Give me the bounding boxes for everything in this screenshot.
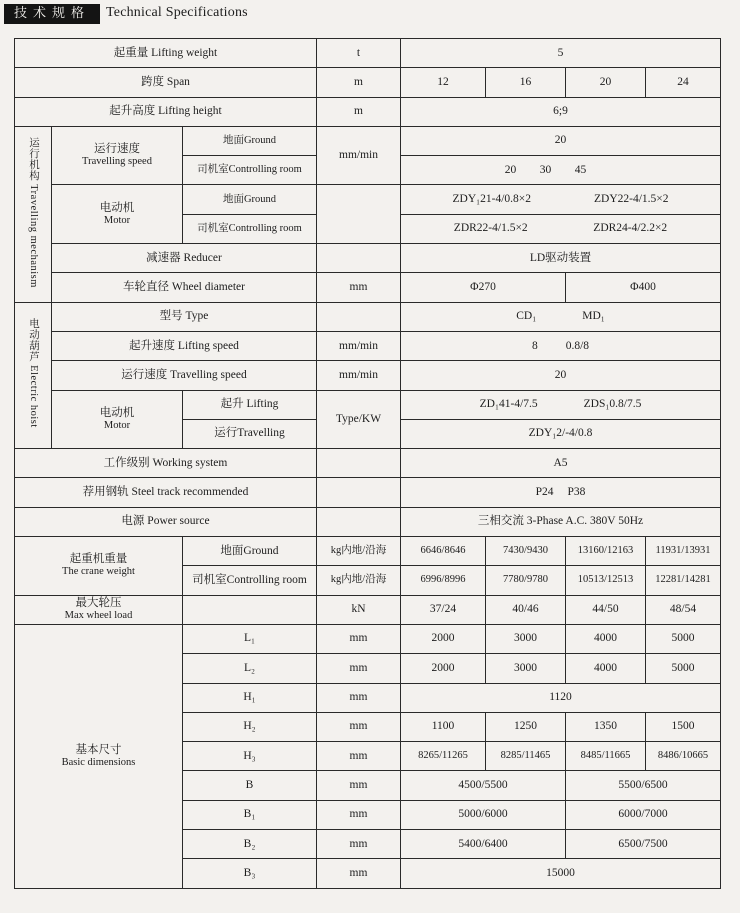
dim-l2-2: 3000 (486, 654, 566, 683)
dim-h2-3: 1350 (566, 712, 646, 741)
label-steel-track: 荐用钢轨 Steel track recommended (15, 478, 317, 507)
dim-h2-1: 1100 (401, 712, 486, 741)
max-wheel-load-4: 48/54 (646, 595, 721, 624)
dim-name-h1: H₁ (183, 683, 317, 712)
label-lifting-weight: 起重量 Lifting weight (15, 39, 317, 68)
label-controlling-room: 司机室Controlling room (183, 566, 317, 595)
label-span: 跨度 Span (15, 68, 317, 97)
value-hoist-lifting-speed: 8 0.8/8 (401, 331, 721, 360)
value-travel-speed-ground: 20 (401, 126, 721, 155)
unit-hoist-type (317, 302, 401, 331)
label-hoist-lifting: 起升 Lifting (183, 390, 317, 419)
dim-h3-1: 8265/11265 (401, 742, 486, 771)
label-travel-motor: 电动机 Motor (52, 185, 183, 244)
unit-dim: mm (317, 654, 401, 683)
row-reducer (15, 244, 721, 273)
unit-hoist-travelling-speed: mm/min (317, 361, 401, 390)
unit-dim: mm (317, 712, 401, 741)
row-hoist-travelling-speed (15, 361, 721, 390)
unit-lifting-height: m (317, 97, 401, 126)
dim-l1-3: 4000 (566, 624, 646, 653)
section-tag: 技术规格 (4, 4, 100, 24)
label-max-wheel-load: 最大轮压 Max wheel load (15, 595, 183, 624)
value-working-system: A5 (401, 449, 721, 478)
crane-weight-room-4: 12281/14281 (646, 566, 721, 595)
dim-h1: 1120 (401, 683, 721, 712)
unit-span: m (317, 68, 401, 97)
dim-h3-3: 8485/11665 (566, 742, 646, 771)
value-hoist-type: CD₁ MD₁ (401, 302, 721, 331)
crane-weight-ground-4: 11931/13931 (646, 537, 721, 566)
dim-name-h3: H₃ (183, 742, 317, 771)
section-title: Technical Specifications (106, 5, 248, 20)
dim-h3-2: 8285/11465 (486, 742, 566, 771)
row-lifting-weight (15, 39, 721, 68)
dim-b1-2: 6000/7000 (566, 800, 721, 829)
label-travel-speed: 运行速度 Travelling speed (52, 126, 183, 185)
dim-name-b3: B₃ (183, 859, 317, 889)
crane-weight-ground-1: 6646/8646 (401, 537, 486, 566)
dim-name-h2: H₂ (183, 712, 317, 741)
value-lifting-height: 6;9 (401, 97, 721, 126)
span-20: 20 (566, 68, 646, 97)
crane-weight-room-1: 6996/8996 (401, 566, 486, 595)
unit-crane-weight: kg内地/沿海 (317, 537, 401, 566)
dim-h2-4: 1500 (646, 712, 721, 741)
unit-dim: mm (317, 830, 401, 859)
value-travel-motor-room: ZDR22-4/1.5×2 ZDR24-4/2.2×2 (401, 214, 721, 243)
label-hoist-type: 型号 Type (52, 302, 317, 331)
max-wheel-load-3: 44/50 (566, 595, 646, 624)
value-travel-speed-room: 20 30 45 (401, 156, 721, 185)
wheel-diameter-1: Φ270 (401, 273, 566, 302)
dim-b2-1: 5400/6400 (401, 830, 566, 859)
row-max-wheel-load (15, 595, 721, 624)
unit-reducer (317, 244, 401, 273)
unit-max-wheel-load: kN (317, 595, 401, 624)
dim-name-l2: L₂ (183, 654, 317, 683)
unit-travel-speed: mm/min (317, 126, 401, 185)
value-power-source: 三相交流 3-Phase A.C. 380V 50Hz (401, 507, 721, 536)
label-wheel-diameter: 车轮直径 Wheel diameter (52, 273, 317, 302)
unit-power-source (317, 507, 401, 536)
empty-cell (183, 595, 317, 624)
crane-weight-room-2: 7780/9780 (486, 566, 566, 595)
row-travel-motor-ground (15, 185, 721, 214)
unit-crane-weight: kg内地/沿海 (317, 566, 401, 595)
label-crane-weight: 起重机重量 The crane weight (15, 537, 183, 596)
row-hoist-motor-lifting (15, 390, 721, 419)
label-hoist-travelling: 运行Travelling (183, 419, 317, 448)
crane-weight-ground-2: 7430/9430 (486, 537, 566, 566)
dim-h2-2: 1250 (486, 712, 566, 741)
dim-name-b: B (183, 771, 317, 800)
row-working-system (15, 449, 721, 478)
dim-b-1: 4500/5500 (401, 771, 566, 800)
crane-weight-ground-3: 13160/12163 (566, 537, 646, 566)
row-steel-track (15, 478, 721, 507)
row-power-source (15, 507, 721, 536)
max-wheel-load-1: 37/24 (401, 595, 486, 624)
label-hoist-lifting-speed: 起升速度 Lifting speed (52, 331, 317, 360)
value-hoist-motor-travelling: ZDY₁2/-4/0.8 (401, 419, 721, 448)
unit-steel-track (317, 478, 401, 507)
group-electric-hoist: 电动葫芦 Electric hoist (15, 302, 52, 448)
unit-lifting-weight: t (317, 39, 401, 68)
label-reducer: 减速器 Reducer (52, 244, 317, 273)
dim-b3: 15000 (401, 859, 721, 889)
unit-dim: mm (317, 683, 401, 712)
unit-hoist-lifting-speed: mm/min (317, 331, 401, 360)
label-lifting-height: 起升高度 Lifting height (15, 97, 317, 126)
span-16: 16 (486, 68, 566, 97)
value-steel-track: P24 P38 (401, 478, 721, 507)
label-ground: 地面Ground (183, 185, 317, 214)
label-ground: 地面Ground (183, 537, 317, 566)
row-span (15, 68, 721, 97)
dim-l2-1: 2000 (401, 654, 486, 683)
dim-name-l1: L₁ (183, 624, 317, 653)
row-crane-weight-ground (15, 537, 721, 566)
label-basic-dimensions: 基本尺寸 Basic dimensions (15, 624, 183, 888)
unit-hoist-motor: Type/KW (317, 390, 401, 449)
row-lifting-height (15, 97, 721, 126)
unit-dim: mm (317, 771, 401, 800)
dim-l2-4: 5000 (646, 654, 721, 683)
value-hoist-travelling-speed: 20 (401, 361, 721, 390)
value-hoist-motor-lifting: ZD₁41-4/7.5 ZDS₁0.8/7.5 (401, 390, 721, 419)
label-controlling-room: 司机室Controlling room (183, 214, 317, 243)
dim-b1-1: 5000/6000 (401, 800, 566, 829)
row-hoist-lifting-speed (15, 331, 721, 360)
unit-working-system (317, 449, 401, 478)
dim-l1-4: 5000 (646, 624, 721, 653)
unit-dim: mm (317, 859, 401, 889)
crane-weight-room-3: 10513/12513 (566, 566, 646, 595)
dim-l1-2: 3000 (486, 624, 566, 653)
spec-table (14, 38, 721, 889)
dim-b-2: 5500/6500 (566, 771, 721, 800)
label-power-source: 电源 Power source (15, 507, 317, 536)
label-controlling-room: 司机室Controlling room (183, 156, 317, 185)
dim-b2-2: 6500/7500 (566, 830, 721, 859)
row-dim-l1 (15, 624, 721, 653)
span-12: 12 (401, 68, 486, 97)
value-lifting-weight: 5 (401, 39, 721, 68)
row-hoist-type (15, 302, 721, 331)
row-wheel-diameter (15, 273, 721, 302)
label-working-system: 工作级别 Working system (15, 449, 317, 478)
unit-dim: mm (317, 800, 401, 829)
label-ground: 地面Ground (183, 126, 317, 155)
dim-l1-1: 2000 (401, 624, 486, 653)
wheel-diameter-2: Φ400 (566, 273, 721, 302)
unit-travel-motor (317, 185, 401, 244)
span-24: 24 (646, 68, 721, 97)
dim-name-b2: B₂ (183, 830, 317, 859)
value-reducer: LD驱动装置 (401, 244, 721, 273)
unit-dim: mm (317, 624, 401, 653)
unit-wheel-diameter: mm (317, 273, 401, 302)
group-travelling-mechanism: 运行机构 Travelling mechanism (15, 126, 52, 302)
label-hoist-motor: 电动机 Motor (52, 390, 183, 449)
max-wheel-load-2: 40/46 (486, 595, 566, 624)
dim-h3-4: 8486/10665 (646, 742, 721, 771)
label-hoist-travelling-speed: 运行速度 Travelling speed (52, 361, 317, 390)
page-header (0, 0, 740, 28)
value-travel-motor-ground: ZDY₁21-4/0.8×2 ZDY22-4/1.5×2 (401, 185, 721, 214)
dim-name-b1: B₁ (183, 800, 317, 829)
dim-l2-3: 4000 (566, 654, 646, 683)
unit-dim: mm (317, 742, 401, 771)
row-travel-speed-ground (15, 126, 721, 155)
